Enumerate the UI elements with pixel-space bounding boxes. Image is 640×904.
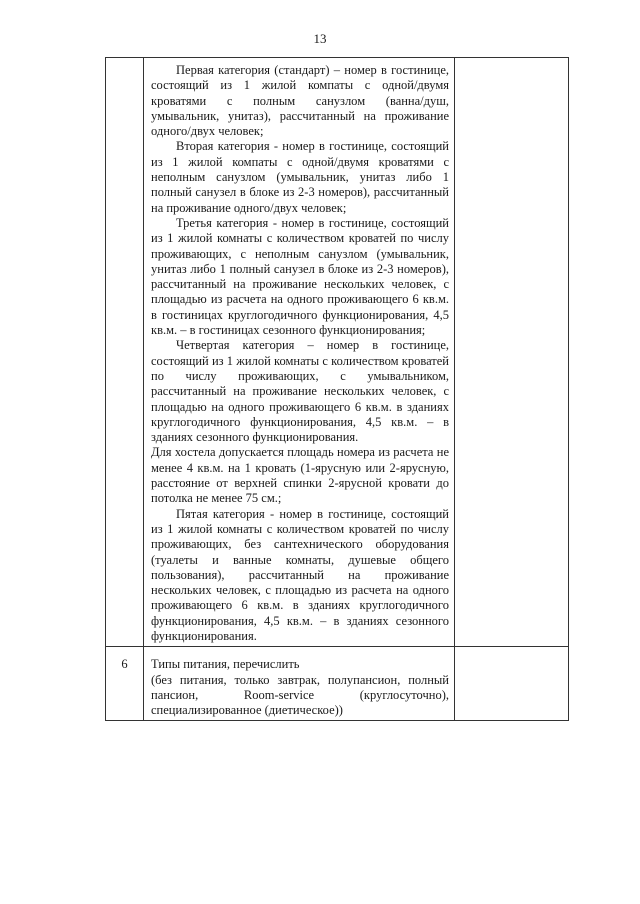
category-5-text: Пятая категория - номер в гостинице, состоящий из 1 жилой комнаты с количеством кроватей по числу проживающих, без сантехнического оборудования (туалеты и ванные комнаты, душевые общего пользования), рассчитанный на проживание нескольких человек, с площадью из расчета на одного проживающего 6 кв.м. в зданиях круглогодичного функционирования, 4,5 кв.м. – в зданиях сезонного функционирования. (151, 506, 449, 643)
row-number: 6 (106, 647, 144, 721)
meal-types-title: Типы питания, перечислить (151, 657, 300, 672)
row-description (144, 58, 455, 647)
row-number (106, 58, 144, 647)
category-4-text: Четвертая категория – номер в гостинице, состоящий из 1 жилой комнаты с количеством кроватей по числу проживающих, с умывальником, рассчитанный на проживание нескольких человек, с площадью на одного проживающего 6 кв.м. в зданиях круглогодичного функционирования, 4,5 кв.м. – в зданиях сезонного функционирования. (151, 338, 449, 445)
table-row (106, 647, 569, 721)
category-3-text: Третья категория - номер в гостинице, состоящий из 1 жилой комнаты с количеством кроватей по числу проживающих, с неполным санузлом (умывальник, унитаз либо 1 полный санузел в блоке из 2-3 номеров), рассчитанный на проживание нескольких человек, с площадью из расчета на одного проживающего 6 кв.м. в гостиницах круглогодичного функционирования, 4,5 кв.м. – в гостиницах сезонного функционирования; (151, 215, 449, 338)
table-row (106, 58, 569, 647)
page-number: 13 (313, 31, 327, 46)
hostel-note: Для хостела допускается площадь номера из расчета не менее 4 кв.м. на 1 кровать (1-ярусную или 2-ярусную, расстояние от верхней спинки 2-ярусной кровати до потолка не менее 75 см.; (151, 445, 449, 506)
category-2-text: Вторая категория - номер в гостинице, состоящий из 1 жилой компаты с одной/двумя кроватями с неполным санузлом (умывальник, унитаз либо 1 полный санузел в блоке из 2-3 номеров), рассчитанный на проживание одного/двух человек; (151, 139, 449, 215)
row-value (455, 58, 569, 647)
requirements-table (105, 57, 569, 721)
row-description (144, 647, 455, 721)
category-1-text: Первая категория (стандарт) – номер в гостинице, состоящий из 1 жилой компаты с одной/двумя кроватями с полным санузлом (ванна/душ, умывальник, унитаз), рассчитанный на проживание одного/двух человек; (151, 63, 449, 139)
meal-types-detail: (без питания, только завтрак, полупансион, полный пансион, Room-service (круглосуточно), специализированное (диетическое)) (151, 672, 449, 718)
row-value (455, 647, 569, 721)
